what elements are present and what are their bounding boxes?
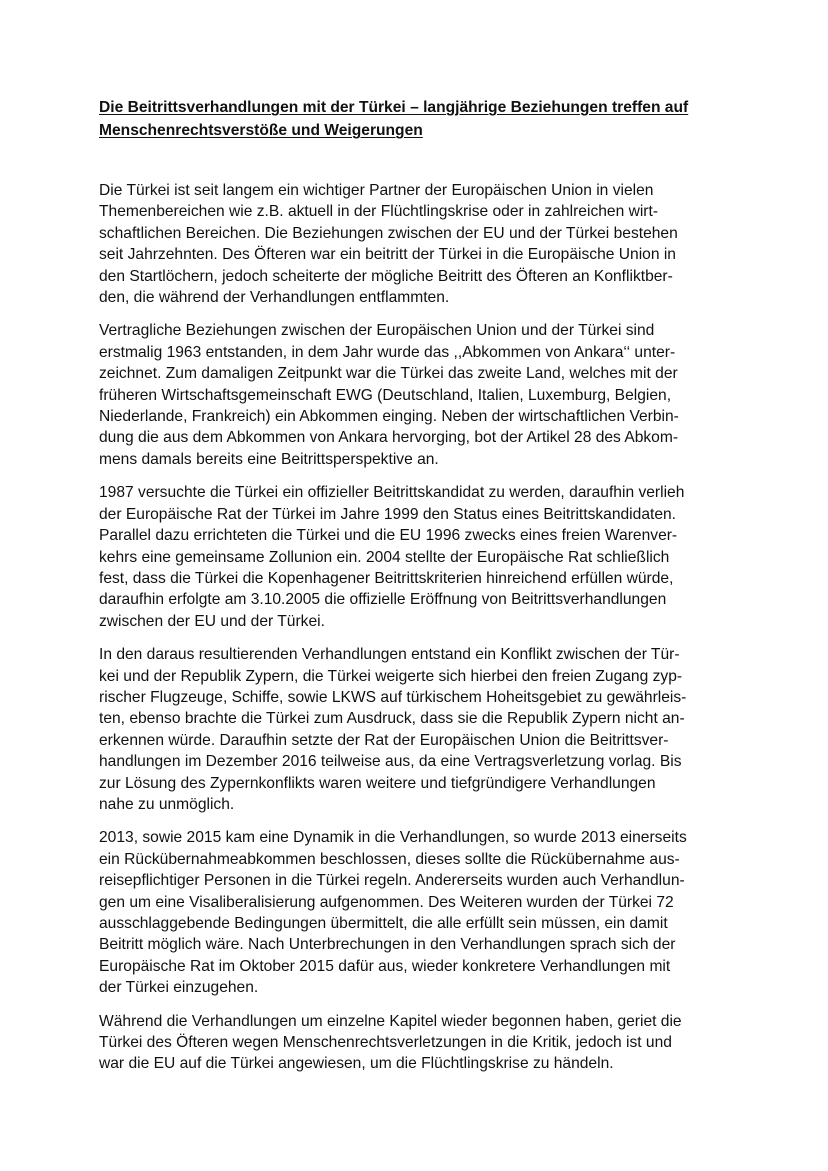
document-title [99, 96, 739, 142]
document-body [99, 180, 749, 1087]
text-line: der Europäische Rat der Türkei im Jahre 1999 den Status eines Beitrittskandidaten. [99, 505, 677, 523]
text-line: Niederlande, Frankreich) ein Abkommen einging. Neben der wirtschaftlichen Verbin- [99, 408, 679, 426]
text-line: den, die während der Verhandlungen entflammten. [99, 289, 450, 307]
text-line: dung die aus dem Abkommen von Ankara hervorging, bot der Artikel 28 des Abkom- [99, 429, 679, 447]
text-line: früheren Wirtschaftsgemeinschaft EWG (Deutschland, Italien, Luxemburg, Belgien, [99, 386, 672, 404]
text-line: seit Jahrzehnten. Des Öfteren war ein beitritt der Türkei in die Europäische Union in [99, 246, 676, 264]
text-line: fest, dass die Türkei die Kopenhagener Beitrittskriterien hinreichend erfüllen würde, [99, 569, 674, 587]
text-line: reisepflichtiger Personen in die Türkei regeln. Andererseits wurden auch Verhandlun- [99, 872, 685, 890]
text-line: In den daraus resultierenden Verhandlungen entstand ein Konflikt zwischen der Tür- [99, 646, 680, 664]
text-line: nahe zu unmöglich. [99, 795, 235, 813]
text-line: Türkei des Öfteren wegen Menschenrechtsverletzungen in die Kritik, jedoch ist und [99, 1034, 672, 1052]
paragraph-4 [99, 644, 749, 815]
text-line: ausschlaggebende Bedingungen übermittelt, die alle erfüllt sein müssen, ein damit [99, 915, 668, 932]
text-line: 1987 versuchte die Türkei ein offizieller Beitrittskandidat zu werden, daraufhin verlieh [99, 484, 685, 502]
text-line: den Startlöchern, jedoch scheiterte der mögliche Beitritt des Öfteren an Konfliktber- [99, 267, 673, 285]
paragraph-2 [99, 320, 749, 470]
text-line: kei und der Republik Zypern, die Türkei weigerte sich hierbei den freien Zugang zyp- [99, 667, 683, 685]
text-line: Themenbereichen wie z.B. aktuell in der Flüchtlingskrise oder in zahlreichen wirt- [99, 203, 659, 221]
title-line: Die Beitrittsverhandlungen mit der Türkei – langjährige Beziehungen treffen auf [99, 99, 689, 116]
text-line: der Türkei einzugehen. [99, 979, 259, 997]
text-line: mens damals bereits eine Beitrittsperspektive an. [99, 450, 439, 468]
text-line: zur Lösung des Zypernkonflikts waren weitere und tiefgründigere Verhandlungen [99, 774, 656, 792]
text-line: ten, ebenso brachte die Türkei zum Ausdruck, dass sie die Republik Zypern nicht an- [99, 710, 685, 728]
text-line: erstmalig 1963 entstanden, in dem Jahr wurde das ,,Abkommen von Ankara‘‘ unter- [99, 343, 676, 361]
text-line: rischer Flugzeuge, Schiffe, sowie LKWS auf türkischem Hoheitsgebiet zu gewährleis- [99, 688, 687, 706]
text-line: kehrs eine gemeinsame Zollunion ein. 2004 stellte der Europäische Rat schließlich [99, 548, 670, 566]
text-line: Parallel dazu errichteten die Türkei und die EU 1996 zwecks eines freien Warenver- [99, 527, 678, 545]
text-line: zwischen der EU und der Türkei. [99, 612, 325, 630]
paragraph-1 [99, 180, 749, 308]
text-line: Die Türkei ist seit langem ein wichtiger Partner der Europäischen Union in vielen [99, 182, 654, 199]
text-line: Vertragliche Beziehungen zwischen der Europäischen Union und der Türkei sind [99, 322, 655, 340]
text-line: 2013, sowie 2015 kam eine Dynamik in die Verhandlungen, so wurde 2013 einerseits [99, 829, 687, 847]
text-line: daraufhin erfolgte am 3.10.2005 die offizielle Eröffnung von Beitrittsverhandlungen [99, 591, 667, 609]
text-line: Während die Verhandlungen um einzelne Kapitel wieder begonnen haben, geriet die [99, 1012, 682, 1030]
text-line: handlungen im Dezember 2016 teilweise aus, da eine Vertragsverletzung vorlag. Bis [99, 753, 682, 771]
text-line: gen um eine Visaliberalisierung aufgenommen. Des Weiteren wurden der Türkei 72 [99, 893, 674, 911]
text-line: Europäische Rat im Oktober 2015 dafür aus, wieder konkretere Verhandlungen mit [99, 957, 671, 975]
text-line: Beitritt möglich wäre. Nach Unterbrechungen in den Verhandlungen sprach sich der [99, 936, 676, 954]
text-line: erkennen würde. Daraufhin setzte der Rat der Europäischen Union die Beitrittsver- [99, 731, 669, 749]
text-line: zeichnet. Zum damaligen Zeitpunkt war die Türkei das zweite Land, welches mit der [99, 365, 678, 383]
text-line: war die EU auf die Türkei angewiesen, um die Flüchtlingskrise zu händeln. [99, 1055, 614, 1073]
paragraph-6 [99, 1011, 749, 1075]
paragraph-5 [99, 827, 749, 998]
text-line: schaftlichen Bereichen. Die Beziehungen zwischen der EU und der Türkei bestehen [99, 224, 678, 242]
paragraph-3 [99, 482, 749, 632]
title-line: Menschenrechtsverstöße und Weigerungen [99, 122, 423, 139]
text-line: ein Rückübernahmeabkommen beschlossen, dieses sollte die Rückübernahme aus- [99, 850, 680, 868]
